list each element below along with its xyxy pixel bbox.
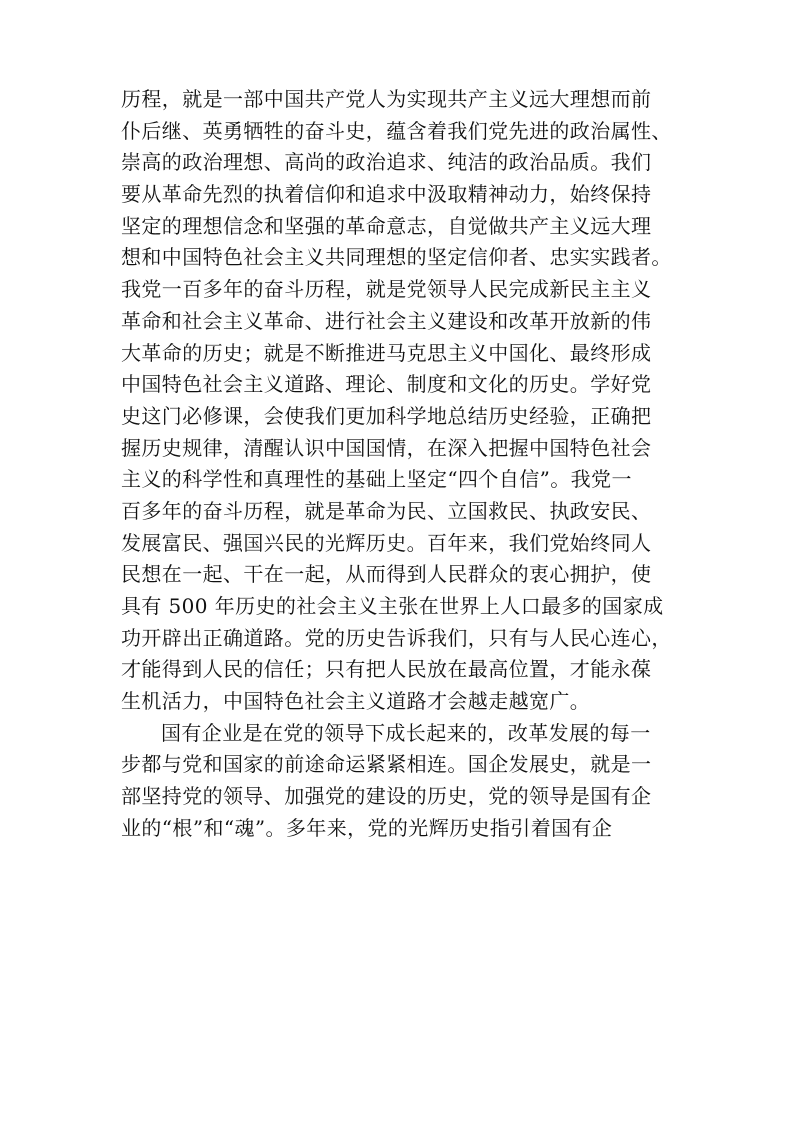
text-line: 部坚持党的领导、加强党的建设的历史，党的领导是国有企 <box>121 784 652 809</box>
text-line: 大革命的历史；就是不断推进马克思主义中国化、最终形成 <box>121 340 652 365</box>
text-line: 功开辟出正确道路。党的历史告诉我们，只有与人民心连心， <box>121 625 672 650</box>
text-line: 想和中国特色社会主义共同理想的坚定信仰者、忠实实践者。 <box>121 245 672 270</box>
text-line: 民想在一起、干在一起，从而得到人民群众的衷心拥护，使 <box>121 562 652 587</box>
text-line: 百多年的奋斗历程，就是革命为民、立国救民、执政安民、 <box>121 498 652 523</box>
text-line: 握历史规律，清醒认识中国国情，在深入把握中国特色社会 <box>121 435 652 460</box>
text-line: 历程，就是一部中国共产党人为实现共产主义远大理想而前 <box>121 87 652 111</box>
text-line: 革命和社会主义革命、进行社会主义建设和改革开放新的伟 <box>121 308 652 333</box>
text-line: 具有 500 年历史的社会主义主张在世界上人口最多的国家成 <box>121 594 664 618</box>
paragraph-first-line: 国有企业是在党的领导下成长起来的，改革发展的每一 <box>161 720 651 745</box>
text-line: 我党一百多年的奋斗历程，就是党领导人民完成新民主主义 <box>121 277 652 302</box>
text-line: 业的“根”和“魂”。多年来，党的光辉历史指引着国有企 <box>121 815 613 840</box>
text-line: 才能得到人民的信任；只有把人民放在最高位置，才能永葆 <box>121 657 652 682</box>
text-line: 发展富民、强国兴民的光辉历史。百年来，我们党始终同人 <box>121 530 652 555</box>
text-line: 要从革命先烈的执着信仰和追求中汲取精神动力，始终保持 <box>121 182 652 207</box>
text-line: 主义的科学性和真理性的基础上坚定“四个自信”。我党一 <box>121 467 632 492</box>
text-line: 史这门必修课，会使我们更加科学地总结历史经验，正确把 <box>121 403 652 428</box>
body-text <box>121 84 691 845</box>
text-line: 中国特色社会主义道路、理论、制度和文化的历史。学好党 <box>121 372 652 397</box>
text-line: 崇高的政治理想、高尚的政治追求、纯洁的政治品质。我们 <box>121 150 652 175</box>
text-line: 坚定的理想信念和坚强的革命意志，自觉做共产主义远大理 <box>121 213 652 238</box>
text-line: 仆后继、英勇牺牲的奋斗史，蕴含着我们党先进的政治属性、 <box>121 118 672 143</box>
text-line: 生机活力，中国特色社会主义道路才会越走越宽广。 <box>121 689 591 714</box>
text-line: 步都与党和国家的前途命运紧紧相连。国企发展史，就是一 <box>121 752 652 777</box>
